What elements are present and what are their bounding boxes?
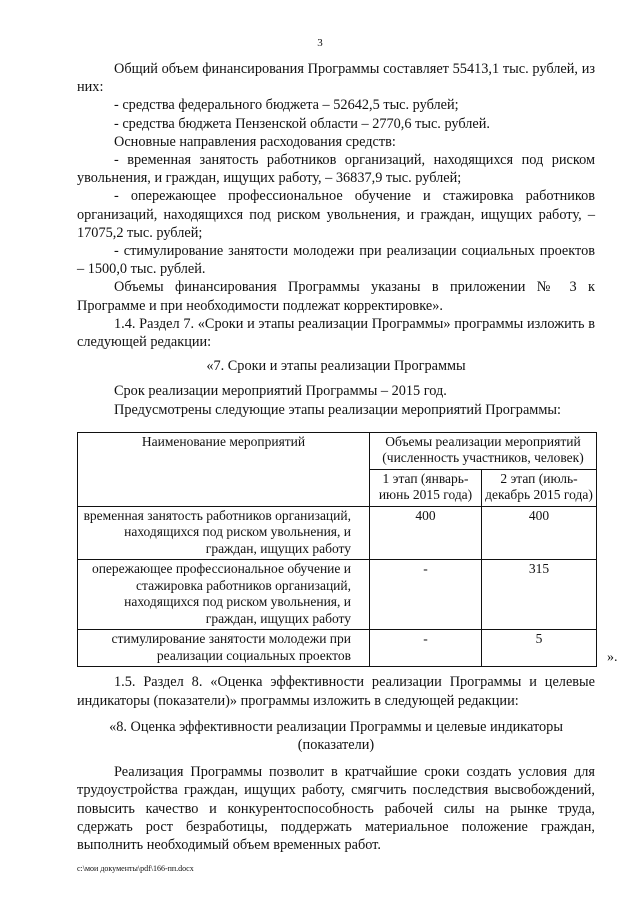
table-cell-stage-1: - [370,560,482,630]
table-cell-stage-2: 5 [482,630,597,667]
paragraph-1-5: 1.5. Раздел 8. «Оценка эффективности реализации Программы и целевые индикаторы (показатели)» программы изложить в следующей редакции: [77,674,595,709]
paragraph-youth-employment: - стимулирование занятости молодежи при реализации социальных проектов – 1500,0 тыс. рублей. [77,243,595,278]
table-cell-stage-1: 400 [370,506,482,560]
table-header-activity: Наименование мероприятий [78,432,370,506]
section-7-term: Срок реализации мероприятий Программы – 2015 год. [114,383,447,400]
table-header-stage-2: 2 этап (июль-декабрь 2015 года) [482,469,597,506]
paragraph-training: - опережающее профессиональное обучение и стажировка работников организаций, находящихся под риском увольнения, и граждан, ищущих работу, – 17075,2 тыс. рублей; [77,188,595,241]
paragraph-regional-budget: - средства бюджета Пензенской области – 2770,6 тыс. рублей. [114,115,490,132]
page-number: 3 [317,37,323,49]
paragraph-federal-budget: - средства федерального бюджета – 52642,5 тыс. рублей; [114,97,459,114]
table-cell-activity: временная занятость работников организаций, находящихся под риском увольнения, и граждан, ищущих работу [78,506,370,560]
section-8-heading: «8. Оценка эффективности реализации Программы и целевые индикаторы (показатели) [109,718,563,753]
section-7-stages-intro: Предусмотрены следующие этапы реализации мероприятий Программы: [114,401,561,418]
table-cell-activity: опережающее профессиональное обучение и стажировка работников организаций, находящихся под риском увольнения, и граждан, ищущих работу [78,560,370,630]
table-cell-stage-1: - [370,630,482,667]
paragraph-1-4: 1.4. Раздел 7. «Сроки и этапы реализации Программы» программы изложить в следующей редакции: [77,315,595,351]
table-header-stage-1: 1 этап (январь-июнь 2015 года) [370,469,482,506]
paragraph-appendix-reference: Объемы финансирования Программы указаны в приложении № 3 к Программе и при необходимости подлежат корректировке». [77,279,595,314]
table-cell-activity: стимулирование занятости молодежи при реализации социальных проектов [78,630,370,667]
document-body [77,60,618,854]
table-row [78,506,597,560]
stages-table [77,432,597,668]
table-row [78,560,597,630]
table-closing-quote: ». [607,650,618,666]
table-cell-stage-2: 315 [482,560,597,630]
paragraph-temporary-employment: - временная занятость работников организаций, находящихся под риском увольнения, и граждан, ищущих работу, – 36837,9 тыс. рублей; [77,152,595,187]
stages-table-wrap [77,432,618,668]
table-header-volumes: Объемы реализации мероприятий (численность участников, человек) [370,432,597,469]
section-8-text: Реализация Программы позволит в кратчайшие сроки создать условия для трудоустройства граждан, ищущих работу, смягчить последствия высвобождений, повысить качество и конкурентоспособность рабочей силы на рынке труда, сдержать рост безработицы, поддержать материальное положение граждан, выполнить необходимый объем временных работ. [77,764,595,853]
table-row [78,630,597,667]
section-7-heading: «7. Сроки и этапы реализации Программы [206,358,466,375]
table-cell-stage-2: 400 [482,506,597,560]
footer-file-path: c:\мои документы\pdf\166-пп.docx [77,864,194,873]
paragraph-expense-directions: Основные направления расходования средств: [114,133,396,150]
paragraph-financing-total: Общий объем финансирования Программы составляет 55413,1 тыс. рублей, из них: [77,61,595,96]
